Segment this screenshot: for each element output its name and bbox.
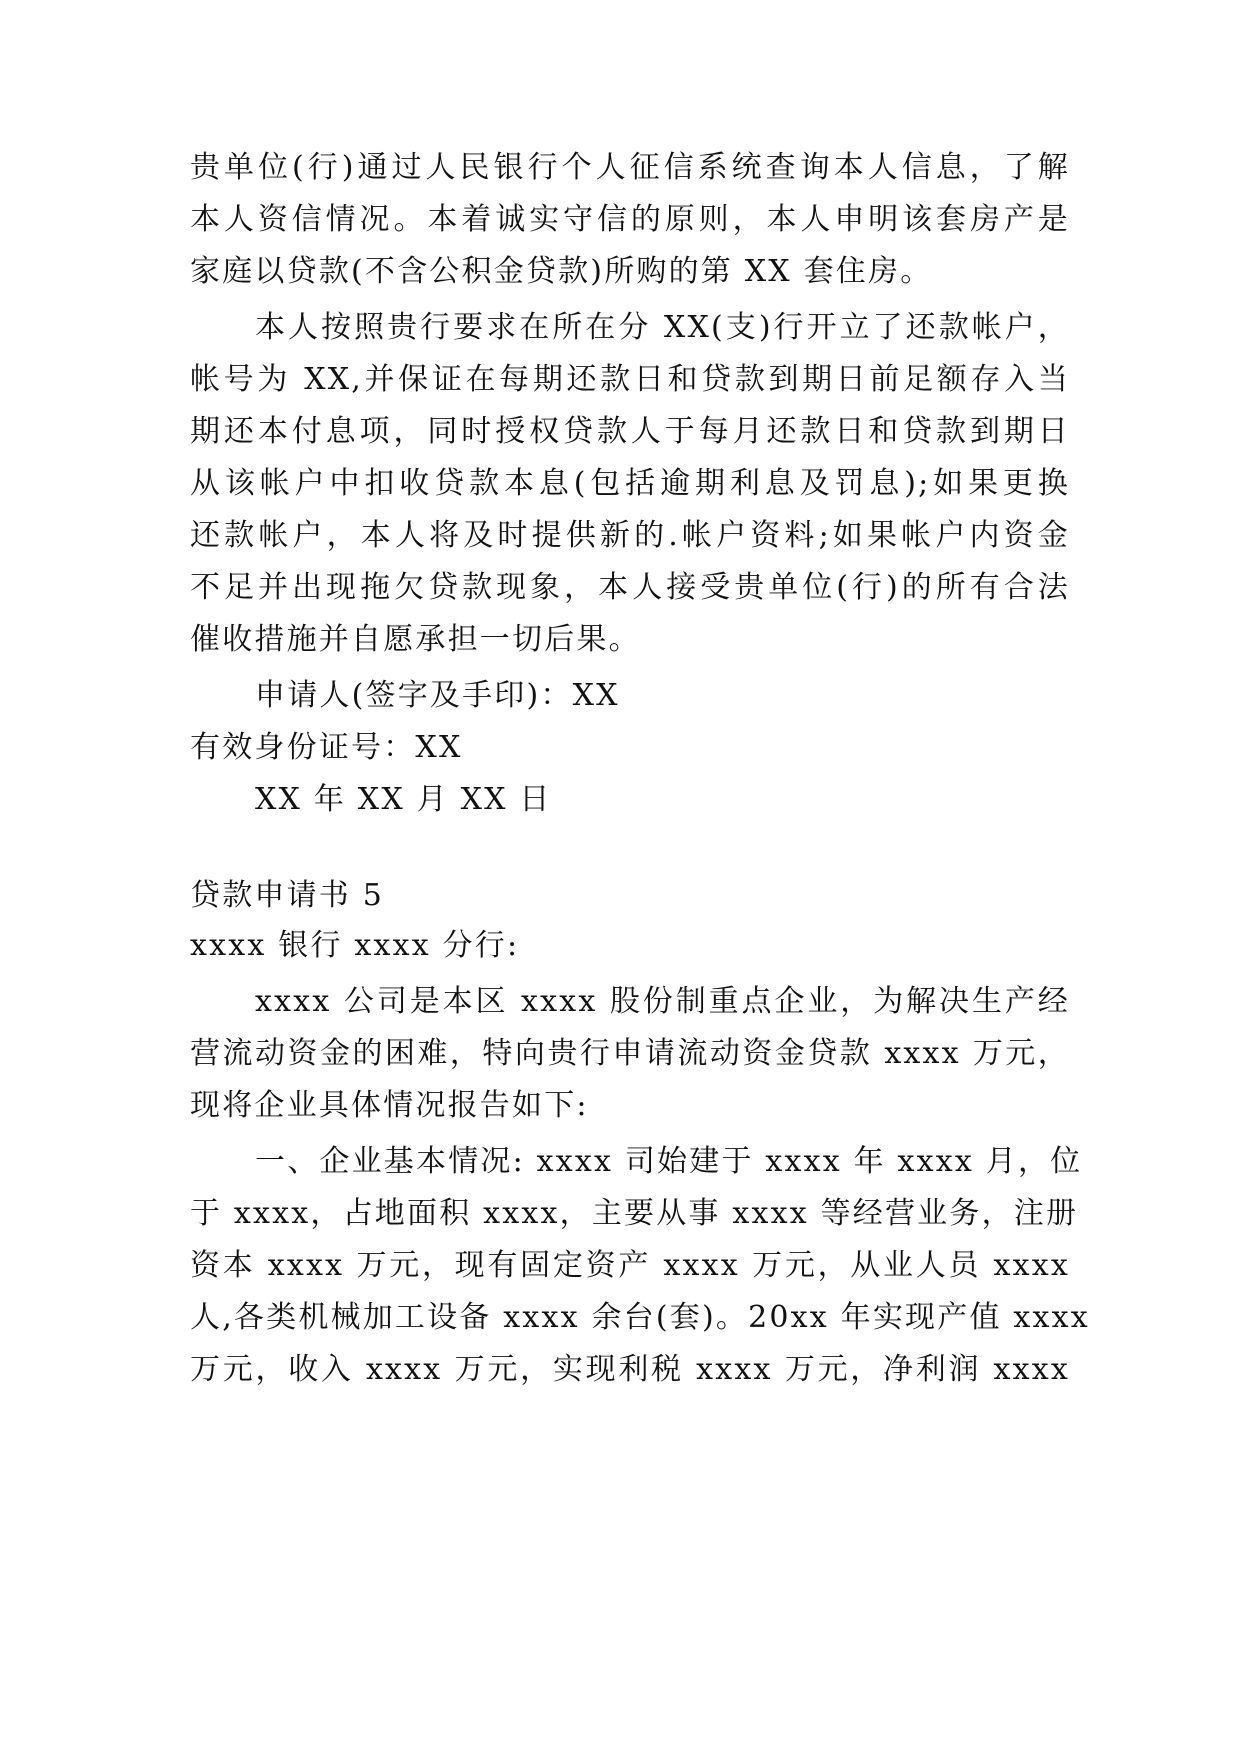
paragraph-line: 期还本付息项，同时授权贷款人于每月还款日和贷款到期日	[190, 414, 1070, 449]
date-line: XX 年 XX 月 XX 日	[255, 782, 552, 817]
paragraph-line: 一、企业基本情况: xxxx 司始建于 xxxx 年 xxxx 月，位	[255, 1144, 1083, 1179]
paragraph-line: 资本 xxxx 万元，现有固定资产 xxxx 万元，从业人员 xxxx	[190, 1248, 1070, 1283]
paragraph-line: 从该帐户中扣收贷款本息(包括逾期利息及罚息);如果更换	[190, 466, 1070, 501]
paragraph-line: 贵单位(行)通过人民银行个人征信系统查询本人信息，了解	[190, 150, 1070, 185]
id-number: 有效身份证号：XX	[190, 730, 463, 765]
paragraph-line: 不足并出现拖欠贷款现象，本人接受贵单位(行)的所有合法	[190, 570, 1070, 605]
paragraph-line: 营流动资金的困难，特向贵行申请流动资金贷款 xxxx 万元，	[190, 1036, 1070, 1071]
paragraph-line: 人,各类机械加工设备 xxxx 余台(套)。20xx 年实现产值 xxxx	[190, 1300, 1090, 1335]
paragraph-line: 帐号为 XX,并保证在每期还款日和贷款到期日前足额存入当	[190, 362, 1070, 397]
paragraph-line: 家庭以贷款(不含公积金贷款)所购的第 XX 套住房。	[190, 254, 933, 289]
paragraph-line: 现将企业具体情况报告如下:	[190, 1088, 589, 1123]
paragraph-line: xxxx 公司是本区 xxxx 股份制重点企业，为解决生产经	[255, 984, 1070, 1019]
paragraph-line: 万元，收入 xxxx 万元，实现利税 xxxx 万元，净利润 xxxx	[190, 1352, 1070, 1387]
paragraph-line: 本人按照贵行要求在所在分 XX(支)行开立了还款帐户，	[255, 310, 1070, 345]
salutation: xxxx 银行 xxxx 分行:	[190, 928, 520, 963]
applicant-signature: 申请人(签字及手印)：XX	[255, 678, 620, 713]
paragraph-line: 于 xxxx，占地面积 xxxx，主要从事 xxxx 等经营业务，注册	[190, 1196, 1079, 1231]
paragraph-line: 催收措施并自愿承担一切后果。	[190, 622, 641, 657]
paragraph-line: 本人资信情况。本着诚实守信的原则，本人申明该套房产是	[190, 202, 1070, 237]
paragraph-line: 还款帐户，本人将及时提供新的.帐户资料;如果帐户内资金	[190, 518, 1070, 553]
section-title: 贷款申请书 5	[190, 878, 385, 913]
